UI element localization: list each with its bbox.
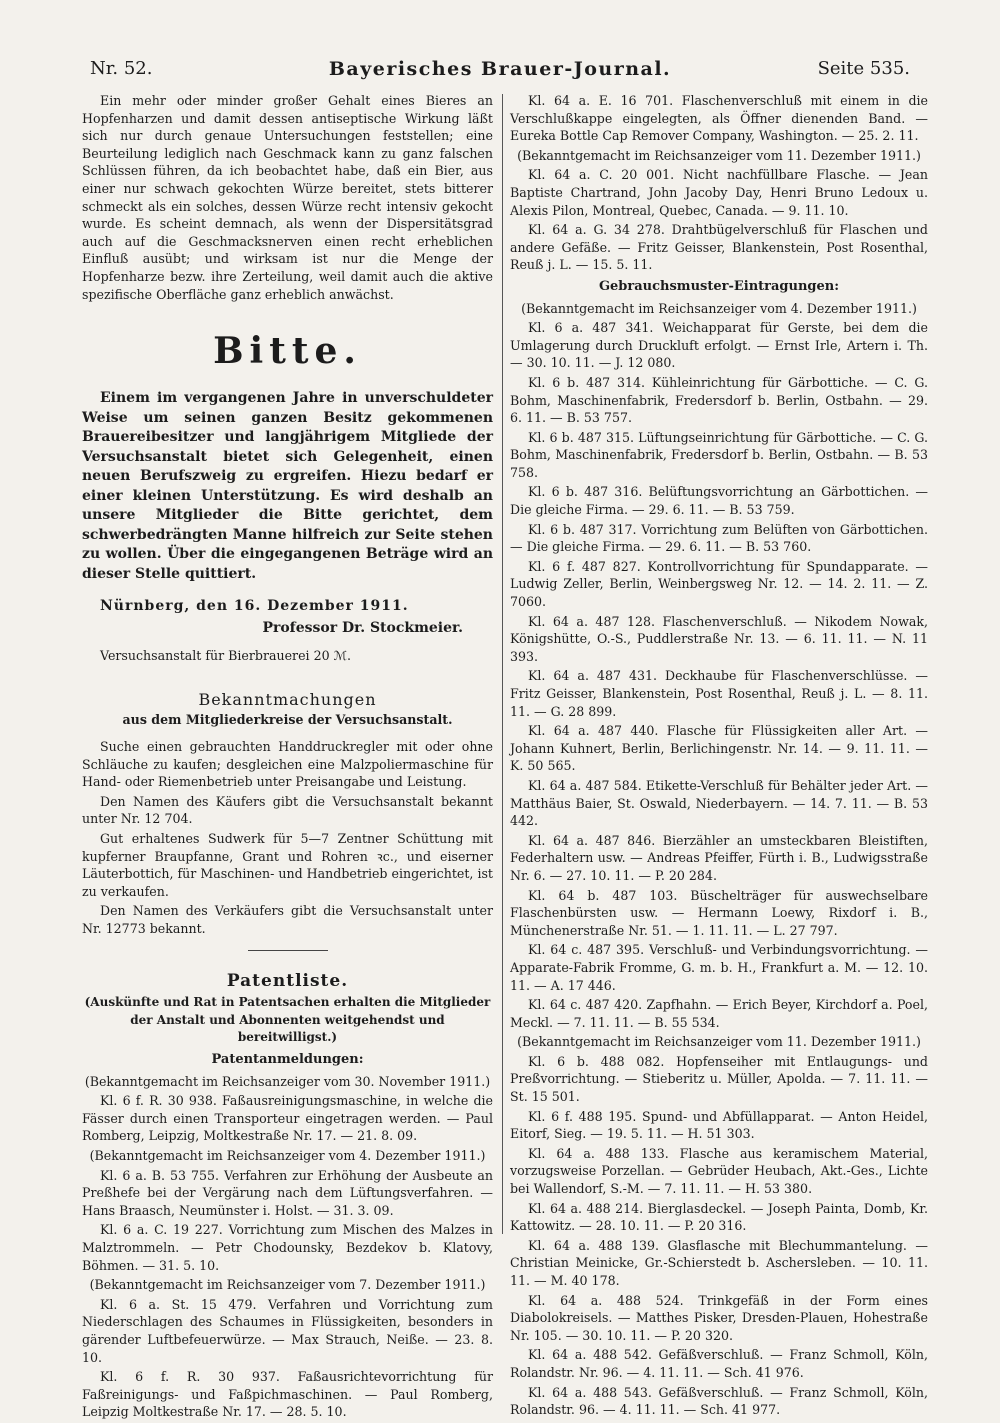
patent-entry: Kl. 6 a. St. 15 479. Verfahren und Vorrichtung zum Niederschlagen des Schaumes in Flüssigkeiten, besonders in gärender Luftbefeuerwürze. — Max Strauch, Neiße. — 23. 8. 10. — [82, 1296, 493, 1365]
utility-model-entry: Kl. 64 a. 488 214. Bierglasdeckel. — Joseph Painta, Domb, Kr. Kattowitz. — 28. 10. 11. — P. 20 316. — [510, 1200, 928, 1234]
announcement-item: Den Namen des Käufers gibt die Versuchsanstalt bekannt unter Nr. 12 704. — [82, 793, 493, 827]
utility-model-entry: Kl. 6 b. 487 315. Lüftungseinrichtung für Gärbottiche. — C. G. Bohm, Maschinenfabrik, Fredersdorf b. Berlin, Ostbahn. — B. 53 758. — [510, 429, 928, 480]
patent-list-title: Patentliste. — [226, 970, 349, 991]
utility-model-entry: Kl. 64 c. 487 395. Verschluß- und Verbindungsvorrichtung. — Apparate-Fabrik Fromme, G. m. b. H., Frankfurt a. M. — 12. 10. 11. — A. 17 446. — [510, 942, 928, 993]
journal-title: Bayerisches Brauer-Journal. — [328, 58, 672, 80]
patent-entry: Kl. 6 f. R. 30 938. Faßausreinigungsmaschine, in welche die Fässer durch einen Transporteur eingetragen werden. — Paul Romberg, Leipzig, Moltkestraße Nr. 17. — 21. 8. 09. — [82, 1093, 493, 1144]
publication-note: (Bekanntgemacht im Reichsanzeiger vom 7. Dezember 1911.) — [89, 1277, 486, 1293]
utility-model-entry: Kl. 64 a. 488 543. Gefäßverschluß. — Franz Schmoll, Köln, Rolandstr. 96. — 4. 11. 11. — Sch. 41 977. — [510, 1384, 928, 1418]
utility-model-entry: Kl. 64 a. 487 440. Flasche für Flüssigkeiten aller Art. — Johann Kuhnert, Berlin, Berlichingenstr. Nr. 14. — 9. 11. 11. — K. 50 565. — [510, 723, 928, 774]
utility-model-entry: Kl. 64 a. 488 524. Trinkgefäß in der Form eines Diabolokreisels. — Matthes Pisker, Dresden-Plauen, Hohestraße Nr. 105. — 30. 10. 11. — P. 20 320. — [510, 1292, 928, 1343]
announcements-subtitle: aus dem Mitgliederkreise der Versuchsanstalt. — [122, 711, 453, 727]
announcement-item: Gut erhaltenes Sudwerk für 5—7 Zentner Schüttung mit kupferner Braupfanne, Grant und Rohren ꝛc., und eiserner Läuterbottich, für Maschinen- und Handbetrieb eingerichtet, ist zu verkaufen. — [82, 831, 493, 899]
publication-note: (Bekanntgemacht im Reichsanzeiger vom 11. Dezember 1911.) — [517, 1034, 921, 1050]
publication-note: (Bekanntgemacht im Reichsanzeiger vom 30. November 1911.) — [84, 1073, 491, 1089]
patent-applications-heading: Patentanmeldungen: — [211, 1052, 364, 1067]
publication-note: (Bekanntgemacht im Reichsanzeiger vom 4. Dezember 1911.) — [89, 1147, 486, 1163]
utility-model-entry: Kl. 6 b. 487 317. Vorrichtung zum Belüften von Gärbottichen. — Die gleiche Firma. — 29. 6. 11. — B. 53 760. — [510, 521, 928, 555]
utility-model-entry: Kl. 64 a. 487 846. Bierzähler an umsteckbaren Bleistiften, Federhaltern usw. — Andreas Pfeiffer, Fürth i. B., Ludwigsstraße Nr. 6. — 27. 10. 11. — P. 20 284. — [510, 832, 928, 883]
appeal-body: Einem im vergangenen Jahre in unverschuldeter Weise um seinen ganzen Besitz gekommenen Brauereibesitzer und langjährigem Mitgliede der Versuchsanstalt bietet sich Gelegenheit, einen neuen Berufszweig zu ergreifen. Hiezu bedarf er einer kleinen Unterstützung. Es wird deshalb an unsere Mitglieder die Bitte gerichtet, dem schwerbedrängten Manne hilfreich zur Seite stehen zu wollen. Über die eingegangenen Beträge wird an dieser Stelle quittiert. — [82, 390, 493, 582]
utility-model-entry: Kl. 6 b. 487 314. Kühleinrichtung für Gärbottiche. — C. G. Bohm, Maschinenfabrik, Fredersdorf b. Berlin, Ostbahn. — 29. 6. 11. — B. 53 757. — [510, 374, 928, 426]
announcement-item: Den Namen des Verkäufers gibt die Versuchsanstalt unter Nr. 12773 bekannt. — [82, 903, 493, 937]
appeal-place-date: Nürnberg, den 16. Dezember 1911. — [100, 598, 409, 615]
donation-receipt: Versuchsanstalt für Bierbrauerei 20 ℳ. — [100, 648, 352, 664]
utility-model-entry: Kl. 6 f. 487 827. Kontrollvorrichtung für Spundapparate. — Ludwig Zeller, Berlin, Weinbergsweg Nr. 12. — 14. 2. 11. — Z. 7060. — [510, 558, 928, 610]
appeal-signature: Professor Dr. Stockmeier. — [262, 619, 463, 636]
utility-model-entry: Kl. 6 b. 488 082. Hopfenseiher mit Entlaugungs- und Preßvorrichtung. — Stieberitz u. Müller, Apolda. — 7. 11. 11. — St. 15 501. — [510, 1053, 928, 1105]
patent-entry: Kl. 6 a. B. 53 755. Verfahren zur Erhöhung der Ausbeute an Preßhefe bei der Vergärung nach dem Lüftungsverfahren. — Hans Braasch, Neumünster i. Holst. — 31. 3. 09. — [82, 1167, 493, 1218]
appeal-title: Bitte. — [213, 330, 362, 373]
announcement-item: Suche einen gebrauchten Handdruckregler mit oder ohne Schläuche zu kaufen; desgleichen eine Malzpoliermaschine für Hand- oder Riemenbetrieb unter Preisangabe und Leistung. — [82, 739, 493, 790]
patent-entry: Kl. 64 a. C. 20 001. Nicht nachfüllbare Flasche. — Jean Baptiste Chartrand, John Jacoby Day, Henri Bruno Ledoux u. Alexis Pilon, Montreal, Quebec, Canada. — 9. 11. 10. — [510, 167, 928, 218]
utility-model-entry: Kl. 64 b. 487 103. Büschelträger für auswechselbare Flaschenbürsten usw. — Hermann Loewy, Rixdorf i. B., Münchenerstraße Nr. 51. — 1. 11. 11. — L. 27 797. — [510, 887, 928, 938]
right-column — [510, 92, 928, 1421]
utility-model-entry: Kl. 64 a. 488 542. Gefäßverschluß. — Franz Schmoll, Köln, Rolandstr. Nr. 96. — 4. 11. 11. — Sch. 41 976. — [510, 1347, 928, 1380]
patent-entry: Kl. 6 a. C. 19 227. Vorrichtung zum Mischen des Malzes in Malztrommeln. — Petr Chodounsky, Bezdekov b. Klatovy, Böhmen. — 31. 5. 10. — [82, 1222, 493, 1273]
publication-note: (Bekanntgemacht im Reichsanzeiger vom 4. Dezember 1911.) — [521, 300, 917, 316]
utility-model-entry: Kl. 6 b. 487 316. Belüftungsvorrichtung an Gärbottichen. — Die gleiche Firma. — 29. 6. 11. — B. 53 759. — [510, 484, 928, 518]
utility-model-entry: Kl. 64 a. 488 133. Flasche aus keramischem Material, vorzugsweise Porzellan. — Gebrüder Heubach, Akt.-Ges., Lichte bei Wallendorf, S.-M. — 7. 11. 11. — H. 53 380. — [510, 1145, 928, 1197]
utility-model-entry: Kl. 64 a. 487 128. Flaschenverschluß. — Nikodem Nowak, Königshütte, O.-S., Puddlerstraße Nr. 13. — 6. 11. 11. — N. 11 393. — [510, 613, 928, 664]
utility-model-entry: Kl. 64 a. 487 431. Deckhaube für Flaschenverschlüsse. — Fritz Geisser, Blankenstein, Post Rosenthal, Reuß j. L. — 8. 11. 11. — G. 28 899. — [510, 668, 928, 719]
utility-models-heading: Gebrauchsmuster-Eintragungen: — [598, 278, 840, 294]
patent-note: (Auskünfte und Rat in Patentsachen erhalten die Mitglieder der Anstalt und Abonnenten weitgehendst und bereitwilligst.) — [84, 995, 491, 1045]
patent-entry: Kl. 64 a. E. 16 701. Flaschenverschluß mit einem in die Verschlußkappe eingelegten, als Öffner dienenden Band. — Eureka Bottle Cap Remover Company, Washington. — 25. 2. 11. — [510, 93, 928, 144]
column-divider — [502, 94, 503, 1234]
utility-model-entry: Kl. 64 c. 487 420. Zapfhahn. — Erich Beyer, Kirchdorf a. Poel, Meckl. — 7. 11. 11. — B. 55 534. — [510, 997, 928, 1030]
announcements-title: Bekanntmachungen — [198, 689, 377, 709]
article-conclusion: Ein mehr oder minder großer Gehalt eines Bieres an Hopfenharzen und damit dessen antiseptische Wirkung läßt sich nur durch genaue Untersuchungen feststellen; eine Beurteilung lediglich nach Geschmack kann zu ganz falschen Schlüssen führen, da ich beobachtet habe, daß ein Bier, aus einer nur schwach gekochten Würze bereitet, stets bitterer schmeckt als ein solches, dessen Würze recht intensiv gekocht wurde. Es scheint demnach, als wenn der Dispersitätsgrad auch auf die Geschmacksnerven einen recht erheblichen Einfluß ausübt; und wirksam ist nur die Menge der Hopfenharze bezw. ihre Zerteilung, weil damit auch die aktive spezifische Oberfläche ganz erheblich anwächst. — [82, 93, 493, 302]
publication-note: (Bekanntgemacht im Reichsanzeiger vom 11. Dezember 1911.) — [517, 147, 921, 163]
page-number: Seite 535. — [817, 58, 910, 79]
utility-model-entry: Kl. 6 a. 487 341. Weichapparat für Gerste, bei dem die Umlagerung durch Druckluft erfolgt. — Ernst Irle, Artern i. Th. — 30. 10. 11. — J. 12 080. — [510, 320, 928, 371]
patent-entry: Kl. 64 a. G. 34 278. Drahtbügelverschluß für Flaschen und andere Gefäße. — Fritz Geisser, Blankenstein, Post Rosenthal, Reuß j. L. — 15. 5. 11. — [510, 222, 928, 273]
issue-number: Nr. 52. — [90, 58, 153, 79]
section-divider — [248, 950, 328, 951]
utility-model-entry: Kl. 6 f. 488 195. Spund- und Abfüllapparat. — Anton Heidel, Eitorf, Sieg. — 19. 5. 11. — H. 51 303. — [510, 1108, 928, 1142]
utility-model-entry: Kl. 64 a. 487 584. Etikette-Verschluß für Behälter jeder Art. — Matthäus Baier, St. Oswald, Niederbayern. — 14. 7. 11. — B. 53 442. — [510, 777, 928, 829]
page-header — [90, 58, 910, 84]
patent-entry: Kl. 6 f. R. 30 937. Faßausrichtevorrichtung für Faßreinigungs- und Faßpichmaschinen. — Paul Romberg, Leipzig Moltkestraße Nr. 17. — 28. 5. 10. — [82, 1369, 493, 1420]
left-column — [82, 92, 493, 1423]
utility-model-entry: Kl. 64 a. 488 139. Glasflasche mit Blechummantelung. — Christian Meinicke, Gr.-Schierstedt b. Aschersleben. — 10. 11. 11. — M. 40 178. — [510, 1237, 928, 1288]
